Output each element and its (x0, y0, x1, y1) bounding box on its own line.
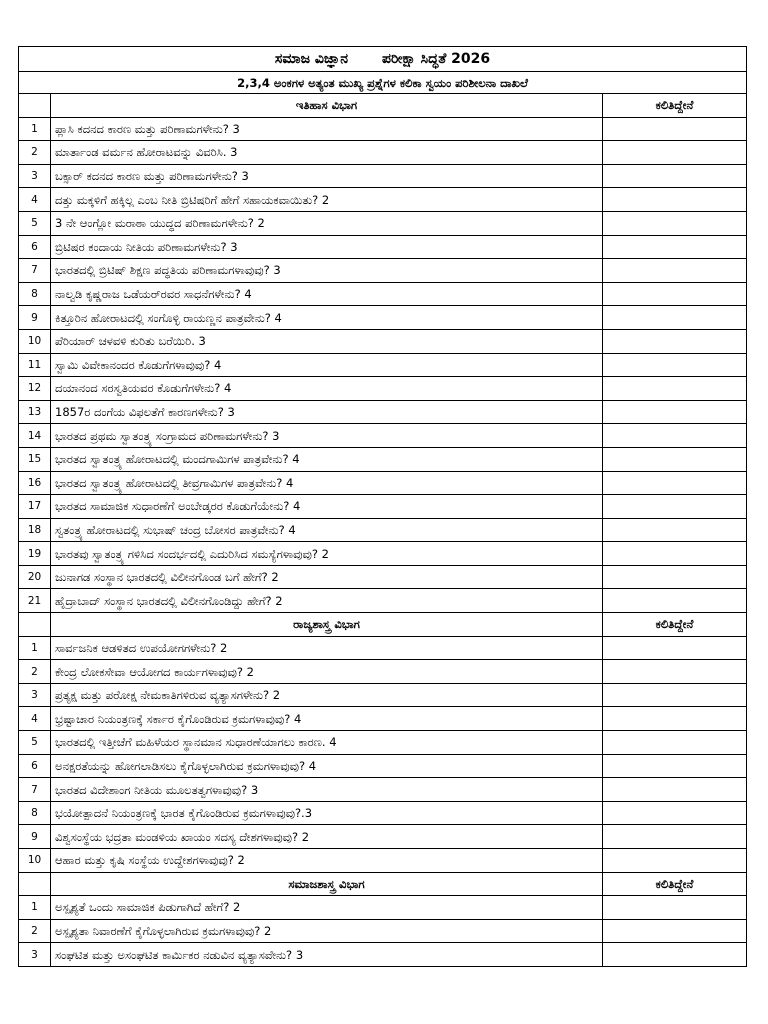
question-number: 1 (19, 636, 51, 660)
learned-column-header: ಕಲಿತಿದ್ದೇನೆ (603, 94, 747, 118)
question-row (19, 164, 747, 188)
learned-check-cell[interactable] (603, 400, 747, 424)
question-number: 7 (19, 259, 51, 283)
question-text: ವಿಶ್ವಸಂಸ್ಥೆಯ ಭದ್ರತಾ ಮಂಡಳಿಯ ಖಾಯಂ ಸದಸ್ಯ ದೇಶಗಳಾವುವು? 2 (51, 825, 603, 849)
learned-check-cell[interactable] (603, 495, 747, 519)
learned-check-cell[interactable] (603, 542, 747, 566)
question-row (19, 259, 747, 283)
section-header-row (19, 613, 747, 637)
question-number: 8 (19, 801, 51, 825)
question-text: ಪ್ರತ್ಯಕ್ಷ ಮತ್ತು ಪರೋಕ್ಷ ನೇಮಕಾತಿಗಳಿರುವ ವ್ಯತ್ಯಾಸಗಳೇನು? 2 (51, 683, 603, 707)
question-text: ಭಾರತವು ಸ್ವಾತಂತ್ರ್ಯ ಗಳಿಸಿದ ಸಂದರ್ಭದಲ್ಲಿ ಎದುರಿಸಿದ ಸಮಸ್ಯೆಗಳಾವುವು? 2 (51, 542, 603, 566)
question-number: 11 (19, 353, 51, 377)
question-text: ಮಾರ್ತಾಂಡ ವರ್ಮನ ಹೋರಾಟವನ್ನು ವಿವರಿಸಿ. 3 (51, 141, 603, 165)
question-row (19, 329, 747, 353)
question-number: 15 (19, 447, 51, 471)
exam-title: ಪರೀಕ್ಷಾ ಸಿದ್ಧತೆ 2026 (381, 51, 491, 67)
question-row (19, 919, 747, 943)
question-number: 9 (19, 306, 51, 330)
question-number: 10 (19, 849, 51, 873)
question-row (19, 353, 747, 377)
section-title: ಇತಿಹಾಸ ವಿಭಾಗ (51, 94, 603, 118)
section-number-cell (19, 613, 51, 637)
question-row (19, 825, 747, 849)
learned-check-cell[interactable] (603, 849, 747, 873)
learned-check-cell[interactable] (603, 353, 747, 377)
question-row (19, 660, 747, 684)
subject-title: ಸಮಾಜ ವಿಜ್ಞಾನ (274, 51, 348, 67)
question-text: 1857ರ ದಂಗೆಯ ವಿಫಲತೆಗೆ ಕಾರಣಗಳೇನು? 3 (51, 400, 603, 424)
question-text: ಕೇಂದ್ರ ಲೋಕಸೇವಾ ಆಯೋಗದ ಕಾರ್ಯಗಳಾವುವು? 2 (51, 660, 603, 684)
learned-column-header: ಕಲಿತಿದ್ದೇನೆ (603, 613, 747, 637)
question-number: 3 (19, 943, 51, 967)
learned-check-cell[interactable] (603, 117, 747, 141)
question-text: ಭಾರತದ ಸಾಮಾಜಿಕ ಸುಧಾರಣೆಗೆ ಅಂಬೇಡ್ಕರರ ಕೊಡುಗೆಯೇನು? 4 (51, 495, 603, 519)
question-row (19, 141, 747, 165)
question-text: ಪೆರಿಯಾರ್ ಚಳವಳಿ ಕುರಿತು ಬರೆಯಿರಿ. 3 (51, 329, 603, 353)
question-number: 6 (19, 754, 51, 778)
question-number: 16 (19, 471, 51, 495)
question-number: 4 (19, 188, 51, 212)
learned-check-cell[interactable] (603, 141, 747, 165)
question-text: ದಯಾನಂದ ಸರಸ್ವತಿಯವರ ಕೊಡುಗೆಗಳೇನು? 4 (51, 377, 603, 401)
question-number: 19 (19, 542, 51, 566)
learned-check-cell[interactable] (603, 636, 747, 660)
question-text: ದತ್ತು ಮಕ್ಕಳಿಗೆ ಹಕ್ಕಿಲ್ಲ ಎಂಬ ನೀತಿ ಬ್ರಿಟಿಷರಿಗೆ ಹೇಗೆ ಸಹಾಯಕವಾಯಿತು? 2 (51, 188, 603, 212)
question-number: 6 (19, 235, 51, 259)
question-row (19, 636, 747, 660)
learned-check-cell[interactable] (603, 211, 747, 235)
learned-check-cell[interactable] (603, 731, 747, 755)
question-number: 20 (19, 565, 51, 589)
question-number: 9 (19, 825, 51, 849)
question-number: 8 (19, 282, 51, 306)
question-row (19, 943, 747, 967)
question-number: 3 (19, 164, 51, 188)
question-text: ಭಾರತದಲ್ಲಿ ಇತ್ತೀಚೆಗೆ ಮಹಿಳೆಯರ ಸ್ಥಾನಮಾನ ಸುಧಾರಣೆಯಾಗಲು ಕಾರಣ. 4 (51, 731, 603, 755)
question-text: ಭಾರತದ ವಿದೇಶಾಂಗ ನೀತಿಯ ಮೂಲತತ್ವಗಳಾವುವು? 3 (51, 778, 603, 802)
title-row (19, 47, 747, 72)
question-row (19, 542, 747, 566)
question-row (19, 518, 747, 542)
question-text: ಹೈದ್ರಾಬಾದ್ ಸಂಸ್ಥಾನ ಭಾರತದಲ್ಲಿ ವಿಲೀನಗೊಂಡಿದ್ದು ಹೇಗೆ? 2 (51, 589, 603, 613)
question-row (19, 400, 747, 424)
question-number: 3 (19, 683, 51, 707)
question-row (19, 731, 747, 755)
question-text: ಅಸ್ಪೃಶ್ಯತೆ ಒಂದು ಸಾಮಾಜಿಕ ಪಿಡುಗಾಗಿದೆ ಹೇಗೆ? 2 (51, 896, 603, 920)
question-row (19, 683, 747, 707)
question-row (19, 447, 747, 471)
subtitle-row (19, 72, 747, 94)
question-text: ಭಾರತದಲ್ಲಿ ಬ್ರಿಟಿಷ್ ಶಿಕ್ಷಣ ಪದ್ಧತಿಯ ಪರಿಣಾಮಗಳಾವುವು? 3 (51, 259, 603, 283)
question-table (18, 46, 747, 967)
learned-check-cell[interactable] (603, 943, 747, 967)
learned-check-cell[interactable] (603, 919, 747, 943)
question-row (19, 235, 747, 259)
learned-check-cell[interactable] (603, 825, 747, 849)
question-text: 3 ನೇ ಆಂಗ್ಲೋ ಮರಾಠಾ ಯುದ್ಧದ ಪರಿಣಾಮಗಳೇನು? 2 (51, 211, 603, 235)
section-header-row (19, 94, 747, 118)
page-title (19, 47, 747, 72)
question-row (19, 117, 747, 141)
question-text: ಸಾರ್ವಜನಿಕ ಆಡಳಿತದ ಉಪಯೋಗಗಳೇನು? 2 (51, 636, 603, 660)
question-text: ಆಹಾರ ಮತ್ತು ಕೃಷಿ ಸಂಸ್ಥೆಯ ಉದ್ದೇಶಗಳಾವುವು? 2 (51, 849, 603, 873)
learned-column-header: ಕಲಿತಿದ್ದೇನೆ (603, 872, 747, 896)
question-row (19, 896, 747, 920)
learned-check-cell[interactable] (603, 683, 747, 707)
learned-check-cell[interactable] (603, 447, 747, 471)
section-number-cell (19, 872, 51, 896)
section-number-cell (19, 94, 51, 118)
section-title: ಸಮಾಜಶಾಸ್ತ್ರ ವಿಭಾಗ (51, 872, 603, 896)
question-number: 1 (19, 117, 51, 141)
question-number: 17 (19, 495, 51, 519)
question-row (19, 849, 747, 873)
checklist-sheet (18, 46, 746, 967)
question-number: 10 (19, 329, 51, 353)
learned-check-cell[interactable] (603, 778, 747, 802)
question-text: ನಾಲ್ವಡಿ ಕೃಷ್ಣರಾಜ ಒಡೆಯರ್‌ರವರ ಸಾಧನೆಗಳೇನು? 4 (51, 282, 603, 306)
learned-check-cell[interactable] (603, 518, 747, 542)
question-text: ಸ್ವಾಮಿ ವಿವೇಕಾನಂದರ ಕೊಡುಗೆಗಳಾವುವು? 4 (51, 353, 603, 377)
question-row (19, 565, 747, 589)
learned-check-cell[interactable] (603, 660, 747, 684)
question-row (19, 495, 747, 519)
question-row (19, 778, 747, 802)
question-number: 14 (19, 424, 51, 448)
learned-check-cell[interactable] (603, 424, 747, 448)
learned-check-cell[interactable] (603, 329, 747, 353)
learned-check-cell[interactable] (603, 565, 747, 589)
question-number: 21 (19, 589, 51, 613)
question-text: ಬಕ್ಸಾರ್ ಕದನದ ಕಾರಣ ಮತ್ತು ಪರಿಣಾಮಗಳೇನು? 3 (51, 164, 603, 188)
question-text: ಭಾರತದ ಪ್ರಥಮ ಸ್ವಾತಂತ್ರ್ಯ ಸಂಗ್ರಾಮದ ಪರಿಣಾಮಗಳೇನು? 3 (51, 424, 603, 448)
learned-check-cell[interactable] (603, 164, 747, 188)
question-number: 7 (19, 778, 51, 802)
question-number: 1 (19, 896, 51, 920)
question-text: ಭಯೋತ್ಪಾದನೆ ನಿಯಂತ್ರಣಕ್ಕೆ ಭಾರತ ಕೈಗೊಂಡಿರುವ ಕ್ರಮಗಳಾವುವು?.3 (51, 801, 603, 825)
question-row (19, 377, 747, 401)
question-text: ಸಂಘಟಿತ ಮತ್ತು ಅಸಂಘಟಿತ ಕಾರ್ಮಿಕರ ನಡುವಿನ ವ್ಯತ್ಯಾಸವೇನು? 3 (51, 943, 603, 967)
learned-check-cell[interactable] (603, 259, 747, 283)
question-text: ಪ್ಲಾಸಿ ಕದನದ ಕಾರಣ ಮತ್ತು ಪರಿಣಾಮಗಳೇನು? 3 (51, 117, 603, 141)
question-text: ಕಿತ್ತೂರಿನ ಹೋರಾಟದಲ್ಲಿ ಸಂಗೊಳ್ಳಿ ರಾಯಣ್ಣನ ಪಾತ್ರವೇನು? 4 (51, 306, 603, 330)
learned-check-cell[interactable] (603, 306, 747, 330)
question-text: ಜುನಾಗಡ ಸಂಸ್ಥಾನ ಭಾರತದಲ್ಲಿ ವಿಲೀನಗೊಂಡ ಬಗೆ ಹೇಗೆ? 2 (51, 565, 603, 589)
page-subtitle: 2,3,4 ಅಂಕಗಳ ಅತ್ಯಂತ ಮುಖ್ಯ ಪ್ರಶ್ನೆಗಳ ಕಲಿಕಾ ಸ್ವಯಂ ಪರಿಶೀಲನಾ ದಾಖಲೆ (19, 72, 747, 94)
section-title: ರಾಜ್ಯಶಾಸ್ತ್ರ ವಿಭಾಗ (51, 613, 603, 637)
section-header-row (19, 872, 747, 896)
question-number: 2 (19, 660, 51, 684)
learned-check-cell[interactable] (603, 589, 747, 613)
learned-check-cell[interactable] (603, 188, 747, 212)
learned-check-cell[interactable] (603, 896, 747, 920)
question-row (19, 188, 747, 212)
question-text: ಅನಕ್ಷರತೆಯನ್ನು ಹೋಗಲಾಡಿಸಲು ಕೈಗೊಳ್ಳಲಾಗಿರುವ ಕ್ರಮಗಳಾವುವು? 4 (51, 754, 603, 778)
question-text: ಭ್ರಷ್ಟಾಚಾರ ನಿಯಂತ್ರಣಕ್ಕೆ ಸರ್ಕಾರ ಕೈಗೊಂಡಿರುವ ಕ್ರಮಗಳಾವುವು? 4 (51, 707, 603, 731)
question-text: ಭಾರತದ ಸ್ವಾತಂತ್ರ್ಯ ಹೋರಾಟದಲ್ಲಿ ಮಂದಗಾಮಿಗಳ ಪಾತ್ರವೇನು? 4 (51, 447, 603, 471)
question-number: 13 (19, 400, 51, 424)
question-row (19, 754, 747, 778)
question-number: 2 (19, 919, 51, 943)
question-row (19, 471, 747, 495)
learned-check-cell[interactable] (603, 471, 747, 495)
question-number: 2 (19, 141, 51, 165)
question-text: ಭಾರತದ ಸ್ವಾತಂತ್ರ್ಯ ಹೋರಾಟದಲ್ಲಿ ತೀವ್ರಗಾಮಿಗಳ ಪಾತ್ರವೇನು? 4 (51, 471, 603, 495)
question-number: 4 (19, 707, 51, 731)
question-row (19, 589, 747, 613)
learned-check-cell[interactable] (603, 235, 747, 259)
question-row (19, 424, 747, 448)
question-number: 5 (19, 731, 51, 755)
learned-check-cell[interactable] (603, 282, 747, 306)
learned-check-cell[interactable] (603, 707, 747, 731)
question-text: ಬ್ರಿಟಿಷರ ಕಂದಾಯ ನೀತಿಯ ಪರಿಣಾಮಗಳೇನು? 3 (51, 235, 603, 259)
question-row (19, 801, 747, 825)
question-number: 12 (19, 377, 51, 401)
question-row (19, 282, 747, 306)
question-number: 18 (19, 518, 51, 542)
learned-check-cell[interactable] (603, 754, 747, 778)
question-text: ಸ್ವತಂತ್ರ್ಯ ಹೋರಾಟದಲ್ಲಿ ಸುಭಾಷ್ ಚಂದ್ರ ಬೋಸರ ಪಾತ್ರವೇನು? 4 (51, 518, 603, 542)
learned-check-cell[interactable] (603, 377, 747, 401)
question-row (19, 306, 747, 330)
question-row (19, 211, 747, 235)
learned-check-cell[interactable] (603, 801, 747, 825)
question-number: 5 (19, 211, 51, 235)
question-row (19, 707, 747, 731)
question-text: ಅಸ್ಪೃಶ್ಯತಾ ನಿವಾರಣೆಗೆ ಕೈಗೊಳ್ಳಲಾಗಿರುವ ಕ್ರಮಗಳಾವುವು? 2 (51, 919, 603, 943)
